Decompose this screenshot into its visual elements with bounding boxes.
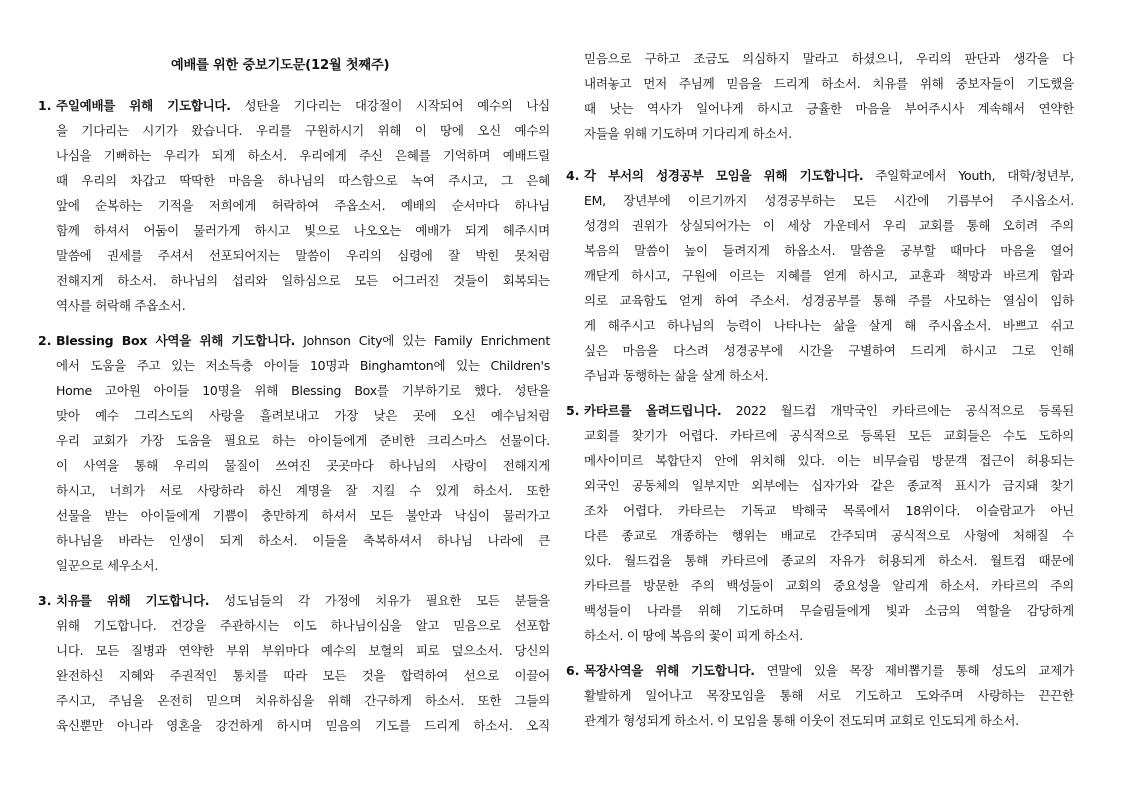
- text-line: 전해지게 하소서. 하나님의 섭리와 일하심으로 모든 어그러진 것들이 회복되는: [56, 273, 550, 288]
- text-line: 깨닫게 하시고, 구원에 이르는 지혜를 얻게 하시고, 교훈과 책망과 바르게 함과: [584, 268, 1074, 283]
- text-line: 조차 어렵다. 카타르는 기독교 박해국 목록에서 18위이다. 이슬람교가 아닌: [584, 503, 1074, 518]
- text-line: 백성들이 나라를 위해 기도하며 무슬림들에게 빛과 소금의 역할을 감당하게: [584, 603, 1074, 618]
- text-line: 카타르를 올려드립니다. 2022 월드컵 개막국인 카타르에는 공식적으로 등록된: [584, 403, 1074, 418]
- text-line: 말씀에 권세를 주셔서 선포되어지는 말씀이 우리의 심령에 잘 박힌 못처럼: [56, 248, 550, 263]
- text-line: 교회를 찾기가 어렵다. 카타르에 공식적으로 등록된 모든 교회들은 수도 도하의: [584, 428, 1074, 443]
- item-body: [584, 398, 1074, 648]
- item-number: 2.: [38, 333, 52, 348]
- text-line: 외국인 공동체의 일부지만 외부에는 십자가와 같은 종교적 표시가 금지돼 찾기: [584, 478, 1074, 493]
- item-body: [584, 163, 1074, 388]
- text-line: 우리 교회가 가장 도움을 필요로 하는 아이들에게 준비한 크리스마스 선물이다.: [56, 433, 550, 448]
- text-line: 에서 도움을 주고 있는 저소득층 아이들 10명과 Binghamton에 있는 Children's: [56, 358, 550, 373]
- item-body: [584, 658, 1074, 733]
- text-line: 목장사역을 위해 기도합니다. 연말에 있을 목장 제비뽑기를 통해 성도의 교제가: [584, 663, 1074, 678]
- text-line: 주님과 동행하는 삶을 살게 하소서.: [584, 368, 769, 383]
- item-heading: 카타르를 올려드립니다.: [584, 403, 722, 418]
- text-line: 관계가 형성되게 하소서. 이 모임을 통해 이웃이 전도되며 교회로 인도되게 하소서.: [584, 713, 1019, 728]
- item-heading: Blessing Box 사역을 위해 기도합니다.: [56, 333, 296, 348]
- text-line: 활발하게 일어나고 목장모임을 통해 서로 기도하고 도와주며 사랑하는 끈끈한: [584, 688, 1074, 703]
- text-line: 내려놓고 먼저 주님께 믿음을 드리게 하소서. 치유를 위해 중보자들이 기도했을: [584, 76, 1074, 91]
- text-line: 역사를 허락해 주옵소서.: [56, 298, 186, 313]
- item-heading: 목장사역을 위해 기도합니다.: [584, 663, 755, 678]
- text-line: 나심을 기뻐하는 우리가 되게 하소서. 우리에게 주신 은혜를 기억하며 예배드릴: [56, 148, 550, 163]
- text-line: 맞아 예수 그리스도의 사랑을 흘려보내고 가장 낮은 곳에 오신 예수님처럼: [56, 408, 550, 423]
- text-line: 주일예배를 위해 기도합니다. 성탄을 기다리는 대강절이 시작되어 예수의 나심: [56, 98, 551, 113]
- item-heading: 각 부서의 성경공부 모임을 위해 기도합니다.: [584, 168, 864, 183]
- text-line: 함께 하셔서 어둠이 물러가게 하시고 빛으로 나오오는 예배가 되게 헤주시며: [56, 223, 550, 238]
- text-line: 하소서. 이 땅에 복음의 꽃이 피게 하소서.: [584, 628, 803, 643]
- item-number: 6.: [566, 663, 580, 678]
- text-line: 때 우리의 차갑고 딱딱한 마음을 하나님의 따스함으로 녹여 주시고, 그 은혜: [56, 173, 550, 188]
- text-line: 하나님을 바라는 인생이 되게 하소서. 이들을 축복하셔서 하나님 나라에 큰: [56, 533, 550, 548]
- item-number: 3.: [38, 593, 52, 608]
- text-line: 게 해주시고 하나님의 능력이 나타나는 삶을 살게 해 주시옵소서. 바쁘고 쉬고: [584, 318, 1074, 333]
- text-line: 일꾼으로 세우소서.: [56, 558, 159, 573]
- item-heading: 치유를 위해 기도합니다.: [56, 593, 210, 608]
- text-line: 메사이미르 복합단지 안에 위치해 있다. 이는 비무슬림 방문객 접근이 허용되는: [584, 453, 1074, 468]
- text-line: 하시고, 너희가 서로 사랑하라 하신 계명을 잘 지킬 수 있게 하소서. 또한: [56, 483, 550, 498]
- item-body: [584, 46, 1074, 146]
- item-body: [56, 93, 550, 318]
- text-line: 이 사역을 통해 우리의 물질이 쓰여진 곳곳마다 하나님의 사랑이 전해지게: [56, 458, 550, 473]
- item-number: 4.: [566, 168, 580, 183]
- item-heading: 주일예배를 위해 기도합니다.: [56, 98, 231, 113]
- text-line: 카타르를 방문한 주의 백성들이 교회의 중요성을 알리게 하소서. 카타르의 주의: [584, 578, 1074, 593]
- text-line: 믿음으로 구하고 조금도 의심하지 말라고 하셨으니, 우리의 판단과 생각을 다: [584, 51, 1074, 66]
- text-line: 주시고, 주님을 온전히 믿으며 치유하심을 위해 간구하게 하소서. 또한 그들의: [56, 693, 550, 708]
- text-line: 선물을 받는 아이들에게 기쁨이 충만하게 하셔서 모든 불안과 낙심이 물러가고: [56, 508, 550, 523]
- text-line: 자들을 위해 기도하며 기다리게 하소서.: [584, 126, 792, 141]
- text-line: 위해 기도합니다. 건강을 주관하시는 이도 하나님이심을 알고 믿음으로 선포합: [56, 618, 550, 633]
- text-line: 의로 교육함도 얻게 하여 주소서. 성경공부를 통해 주를 사모하는 열심이 임하: [584, 293, 1074, 308]
- text-line: Home 고아원 아이들 10명을 위해 Blessing Box를 기부하기로 했다. 성탄을: [56, 383, 550, 398]
- text-line: 을 기다리는 시기가 왔습니다. 우리를 구원하시기 위해 이 땅에 오신 예수의: [56, 123, 550, 138]
- text-line: 싶은 마음을 다스려 성경공부에 시간을 구별하여 드리게 하시고 그로 인해: [584, 343, 1074, 358]
- item-number: 1.: [38, 98, 52, 113]
- text-line: 완전하신 지혜와 주권적인 통치를 따라 모든 것을 합력하여 선으로 이끌어: [56, 668, 550, 683]
- text-line: 성경의 권위가 상실되어가는 이 세상 가운데서 우리 교회를 통해 오히려 주의: [584, 218, 1074, 233]
- text-line: Blessing Box 사역을 위해 기도합니다. Johnson City에 있는 Family Enrichment: [56, 333, 551, 348]
- item-body: [56, 328, 550, 578]
- text-line: 치유를 위해 기도합니다. 성도님들의 각 가정에 치유가 필요한 모든 분들을: [56, 593, 550, 608]
- text-line: 복음의 말씀이 높이 들려지게 하옵소서. 말씀을 공부할 때마다 마음을 열어: [584, 243, 1074, 258]
- item-body: [56, 588, 550, 738]
- text-line: 니다. 모든 질병과 연약한 부위 부위마다 예수의 보혈의 피로 덮으소서. 당신의: [56, 643, 550, 658]
- text-line: 육신뿐만 아니라 영혼을 강건하게 하시며 믿음의 기도를 드리게 하소서. 오직: [56, 718, 550, 733]
- text-line: 각 부서의 성경공부 모임을 위해 기도합니다. 주일학교에서 Youth, 대학/청년부,: [584, 168, 1075, 183]
- text-line: 있다. 월드컵을 통해 카타르에 종교의 자유가 허용되게 하소서. 월트컵 때문에: [584, 553, 1074, 568]
- text-line: 때 낫는 역사가 일어나게 하시고 긍휼한 마음을 부어주시사 계속해서 연약한: [584, 101, 1074, 116]
- item-number: 5.: [566, 403, 580, 418]
- text-line: 앞에 순복하는 기적을 저희에게 허락하여 주옵소서. 예배의 순서마다 하나님: [56, 198, 550, 213]
- document-title: 예배를 위한 중보기도문(12월 첫째주): [171, 58, 390, 73]
- text-line: EM, 장년부에 이르기까지 성경공부하는 모든 시간에 기름부어 주시옵소서.: [584, 193, 1074, 208]
- text-line: 다른 종교로 개종하는 행위는 배교로 간주되며 공식적으로 사형에 처해질 수: [584, 528, 1074, 543]
